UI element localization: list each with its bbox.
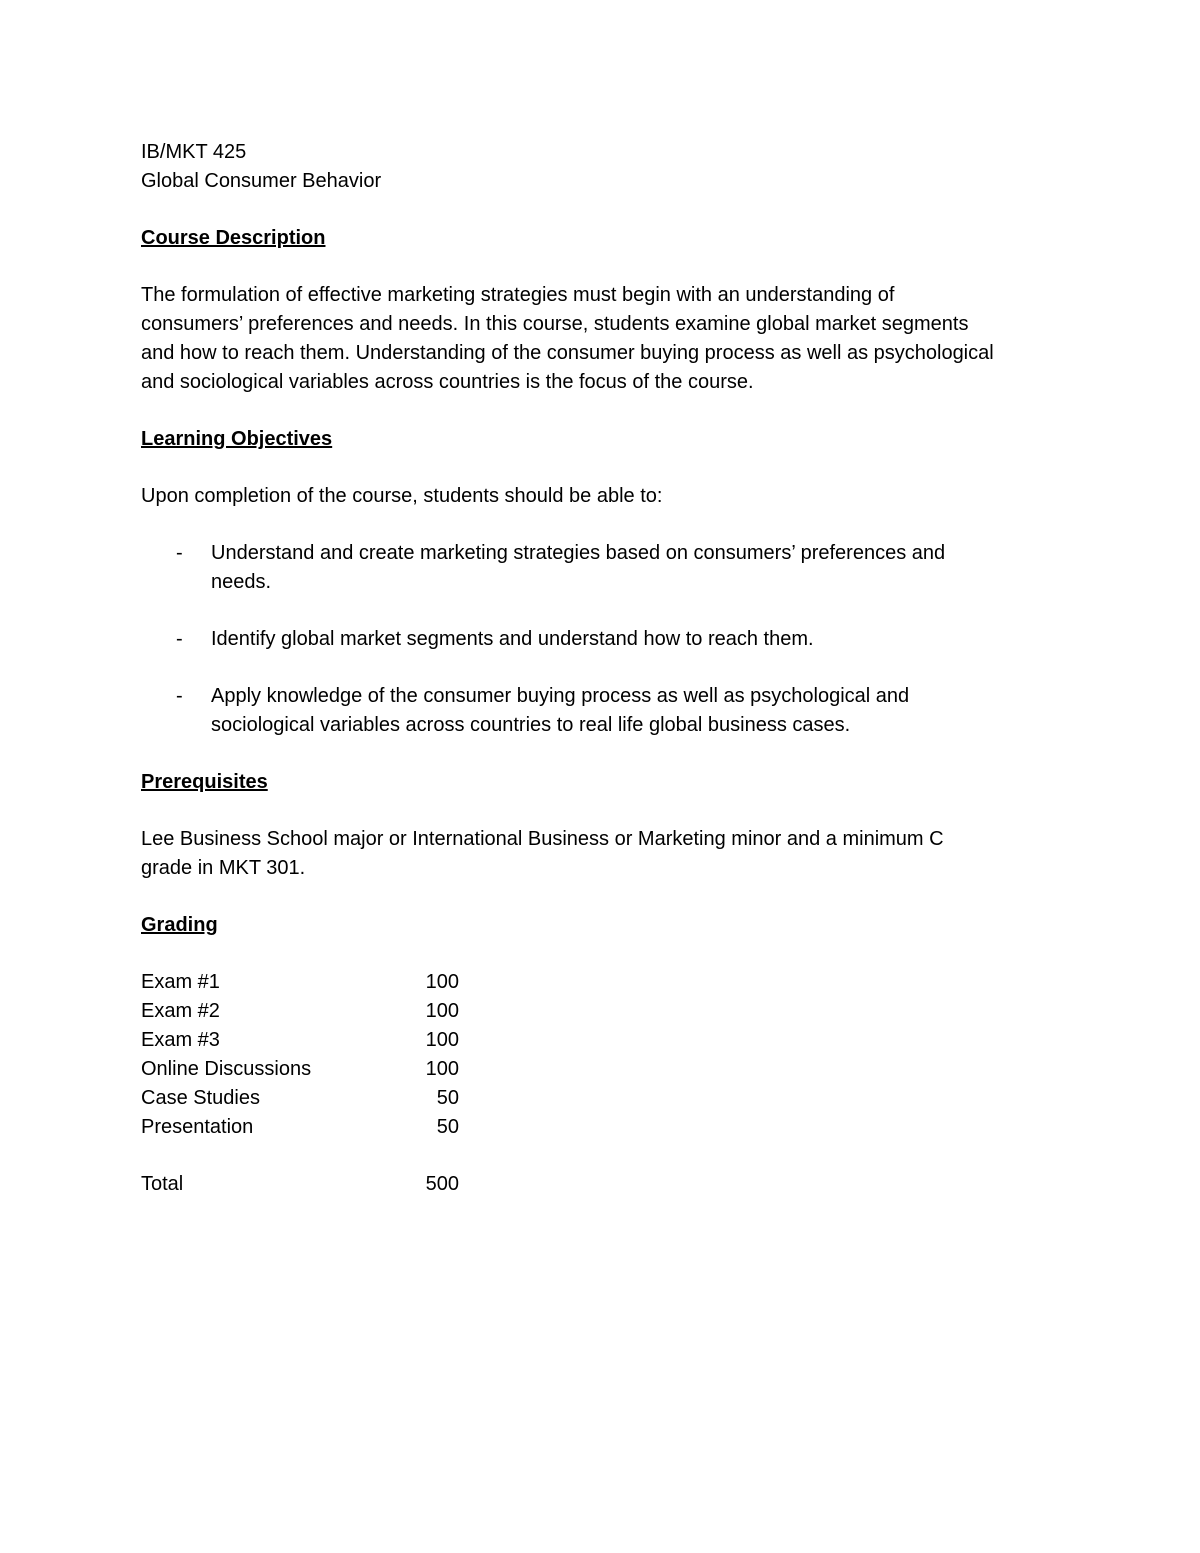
objective-item — [141, 625, 1071, 654]
learning-objectives-heading: Learning Objectives — [141, 428, 333, 450]
description-line: and how to reach them. Understanding of the consumer buying process as well as psychological — [141, 342, 994, 364]
grading-row — [141, 1113, 1071, 1142]
objective-line: Understand and create marketing strategies based on consumers’ preferences and — [211, 542, 946, 564]
grading-item: Online Discussions — [141, 1058, 312, 1080]
course-description-heading: Course Description — [141, 227, 326, 249]
bullet-dash: - — [176, 628, 183, 650]
objective-item — [141, 682, 1071, 740]
objective-line: needs. — [211, 571, 272, 593]
objective-line: sociological variables across countries to real life global business cases. — [211, 714, 851, 736]
objective-line: Apply knowledge of the consumer buying process as well as psychological and — [211, 685, 910, 707]
course-code: IB/MKT 425 — [141, 141, 247, 163]
objective-item — [141, 539, 1071, 597]
description-line: and sociological variables across countries is the focus of the course. — [141, 371, 754, 393]
grading-item: Exam #3 — [141, 1029, 220, 1051]
grading-item: Exam #1 — [141, 971, 220, 993]
prerequisites-heading: Prerequisites — [141, 771, 268, 793]
grading-heading: Grading — [141, 914, 218, 936]
bullet-dash: - — [176, 542, 183, 564]
prerequisites-line: grade in MKT 301. — [141, 857, 306, 879]
prerequisites-line: Lee Business School major or International Business or Marketing minor and a minimum C — [141, 828, 944, 850]
grading-item: Exam #2 — [141, 1000, 220, 1022]
document-content — [141, 138, 1071, 1199]
objective-line: Identify global market segments and understand how to reach them. — [211, 628, 814, 650]
description-line: consumers’ preferences and needs. In this course, students examine global market segments — [141, 313, 969, 335]
grading-points: 100 — [425, 971, 459, 993]
course-description-text — [141, 281, 1071, 397]
grading-row — [141, 1055, 1071, 1084]
objectives-intro: Upon completion of the course, students should be able to: — [141, 485, 663, 507]
course-title: Global Consumer Behavior — [141, 170, 382, 192]
grading-total-row — [141, 1170, 1071, 1199]
grading-points: 100 — [425, 1000, 459, 1022]
grading-points: 100 — [425, 1058, 459, 1080]
grading-row — [141, 1084, 1071, 1113]
grading-total-label: Total — [141, 1173, 184, 1195]
grading-row — [141, 968, 1071, 997]
grading-row — [141, 1026, 1071, 1055]
grading-item: Presentation — [141, 1116, 254, 1138]
bullet-dash: - — [176, 685, 183, 707]
grading-points: 50 — [436, 1116, 459, 1138]
grading-total-points: 500 — [425, 1173, 459, 1195]
grading-row — [141, 997, 1071, 1026]
grading-points: 50 — [436, 1087, 459, 1109]
grading-points: 100 — [425, 1029, 459, 1051]
grading-table — [141, 968, 1071, 1199]
prerequisites-text — [141, 825, 1071, 883]
grading-item: Case Studies — [141, 1087, 260, 1109]
description-line: The formulation of effective marketing strategies must begin with an understanding of — [141, 284, 895, 306]
objectives-list — [141, 539, 1071, 740]
